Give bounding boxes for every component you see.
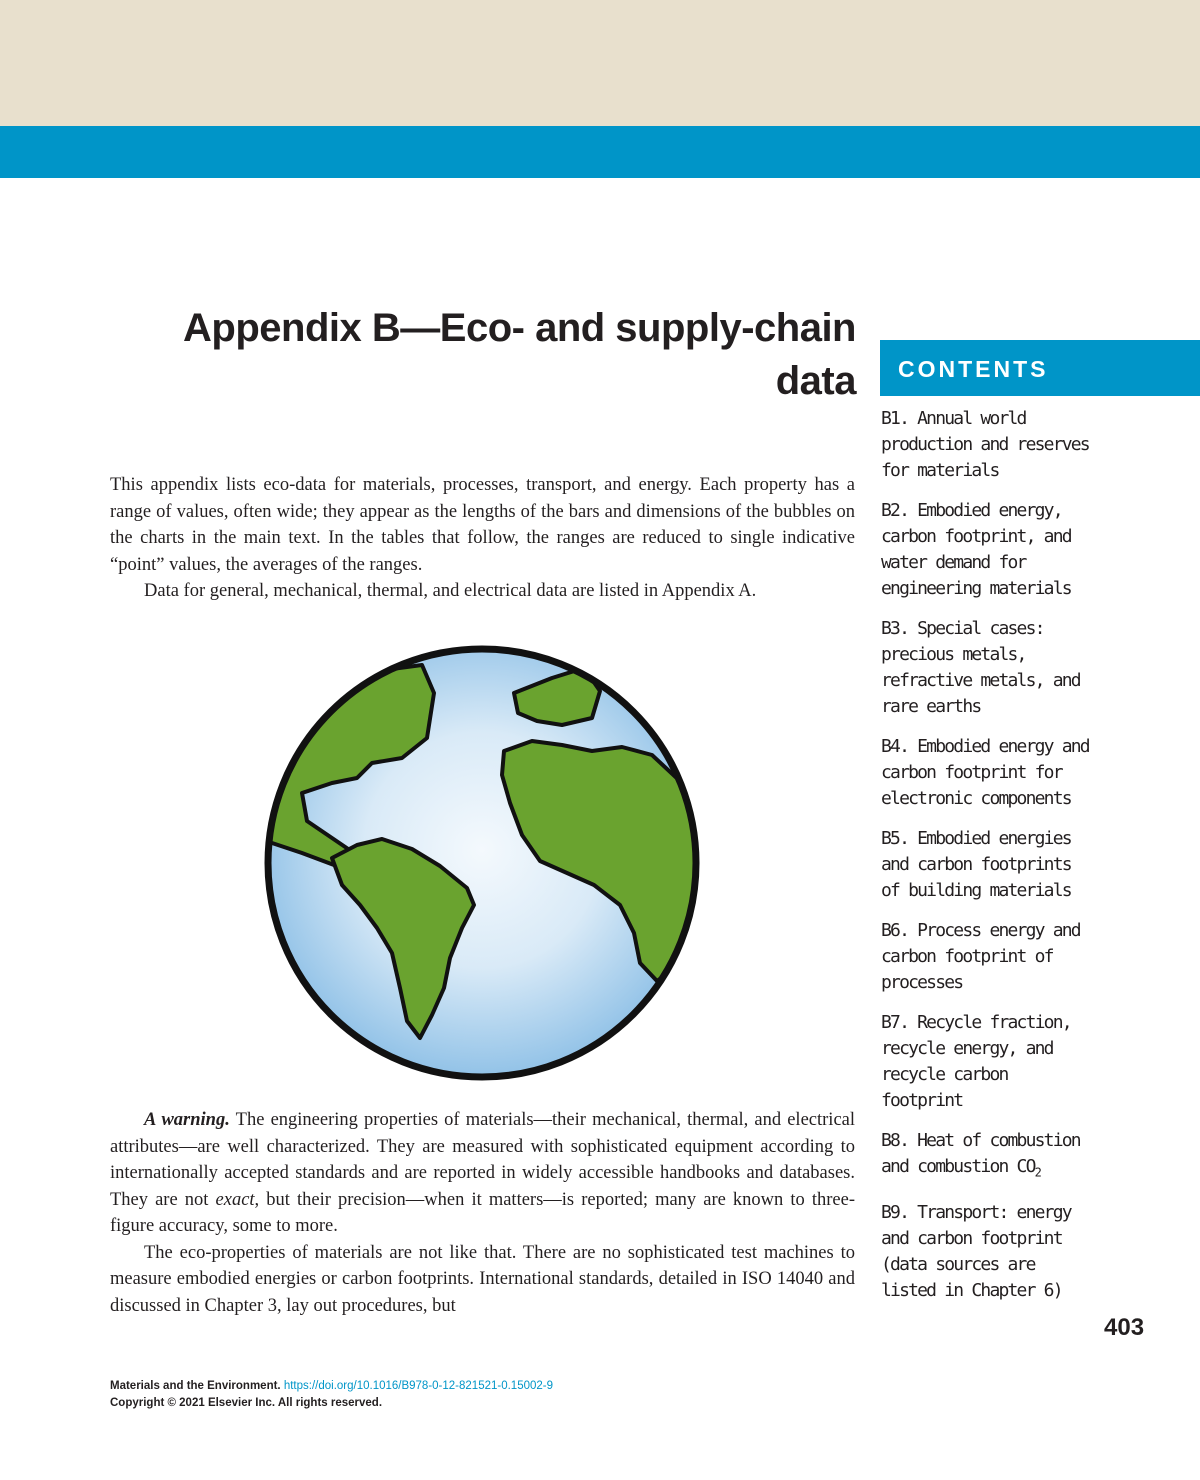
contents-item-b7[interactable]: B7. Recycle fraction, recycle energy, and recycle carbon footprint	[881, 1012, 1071, 1111]
warning-paragraph-2: The eco-properties of materials are not like that. There are no sophisticated test machines to measure embodied energies or carbon footprints. International standards, detailed in ISO 14040 and discussed in Chapter 3, lay out procedures, but	[110, 1242, 855, 1316]
page-number: 403	[1104, 1314, 1145, 1341]
page-title-line-1: Appendix B—Eco- and supply-chain	[183, 306, 856, 350]
warning-paragraphs	[110, 1107, 855, 1319]
contents-item-b6[interactable]: B6. Process energy and carbon footprint of processes	[881, 920, 1080, 993]
intro-paragraph-1: This appendix lists eco-data for materials, processes, transport, and energy. Each property has a range of values, often wide; they appear as the lengths of the bars and dimensions of the bubbles on the charts in the main text. In the tables that follow, the ranges are reduced to single indicative “point” values, the averages of the ranges.	[110, 475, 855, 575]
contents-item-b4[interactable]: B4. Embodied energy and carbon footprint for electronic components	[881, 736, 1089, 809]
page-title-line-2: data	[775, 359, 856, 403]
warning-text-part-1: The engineering properties of materials—their mechanical, thermal, and electrical attributes—are well characterized. They are measured with sophisticated equipment according to internationally accepted standards and are reported in widely accessible handbooks and databases. They are not	[110, 1110, 856, 1210]
contents-item-b9[interactable]: B9. Transport: energy and carbon footprint (data sources are listed in Chapter 6)	[881, 1201, 1071, 1301]
warning-emphasis: exact	[215, 1189, 255, 1210]
header-band-blue	[0, 126, 1200, 178]
earth-globe-illustration	[262, 643, 702, 1083]
footer-copyright: Copyright © 2021 Elsevier Inc. All rights reserved.	[110, 1397, 383, 1409]
header-band-beige	[0, 0, 1200, 126]
warning-label: A warning.	[144, 1110, 230, 1130]
intro-paragraph-2: Data for general, mechanical, thermal, and electrical data are listed in Appendix A.	[144, 581, 757, 601]
footer	[110, 1378, 553, 1412]
contents-item-b8-text: B8. Heat of combustion and combustion CO	[881, 1130, 1080, 1177]
contents-item-b3[interactable]: B3. Special cases: precious metals, refractive metals, and rare earths	[881, 618, 1080, 717]
intro-paragraphs	[110, 472, 855, 605]
contents-item-b8[interactable]	[881, 1128, 1091, 1186]
warning-text-part-2: , but their precision—when it matters—is reported; many are known to three-figure accuracy, some to more.	[110, 1189, 855, 1236]
page-title	[108, 302, 856, 408]
co2-subscript: 2	[1034, 1165, 1041, 1180]
contents-item-b1[interactable]: B1. Annual world production and reserves for materials	[881, 408, 1089, 481]
contents-item-b5[interactable]: B5. Embodied energies and carbon footprints of building materials	[881, 828, 1071, 901]
contents-list	[881, 406, 1091, 1318]
footer-book-title: Materials and the Environment.	[110, 1380, 281, 1392]
contents-heading: CONTENTS	[880, 340, 1200, 396]
contents-item-b2[interactable]: B2. Embodied energy, carbon footprint, and water demand for engineering materials	[881, 500, 1071, 599]
doi-link[interactable]: https://doi.org/10.1016/B978-0-12-821521-0.15002-9	[283, 1380, 553, 1392]
warning-paragraph-1	[110, 1107, 855, 1240]
footer-citation	[110, 1378, 553, 1395]
